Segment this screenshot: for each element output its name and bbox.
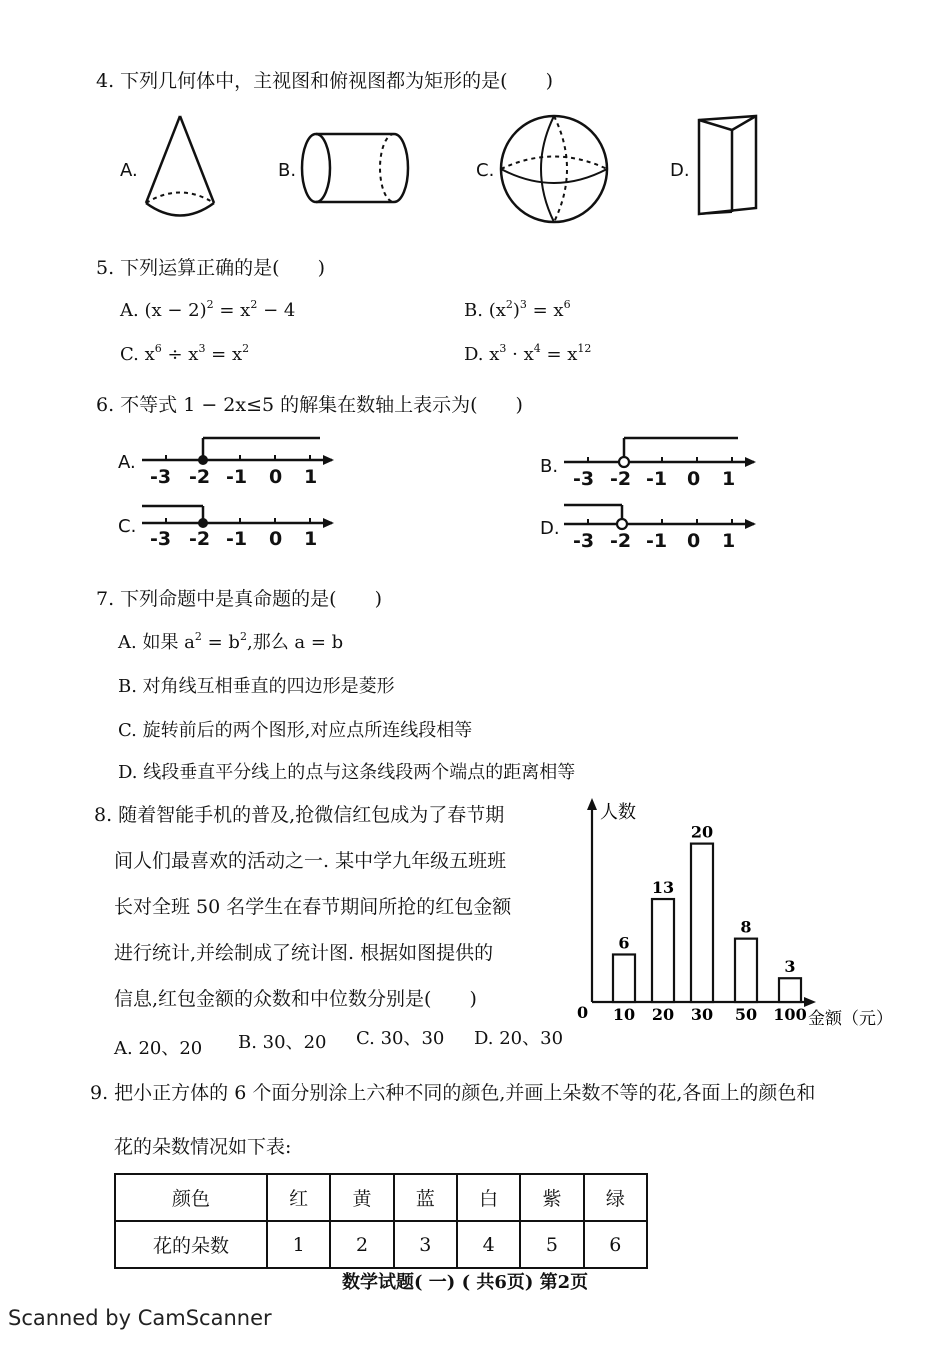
q7-stem: 7. 下列命题中是真命题的是( ): [96, 588, 382, 610]
bar-10: [613, 954, 635, 1002]
q7-option-d: D. 线段垂直平分线上的点与这条线段两个端点的距离相等: [118, 762, 576, 783]
q8-option-b: B. 30、20: [238, 1032, 327, 1053]
bar-value-label: 20: [690, 822, 714, 842]
nlc-tick-0: 0: [269, 528, 283, 550]
q6-option-c-label: C.: [118, 516, 137, 537]
q8-option-a: A. 20、20: [114, 1038, 203, 1059]
bar-value-label: 6: [618, 933, 630, 953]
number-line-a: [140, 432, 340, 466]
table-cell: 花的朵数: [115, 1221, 267, 1268]
q4-option-a-label: A.: [120, 160, 138, 181]
nla-tick-m1: -1: [226, 466, 248, 488]
nld-tick-m1: -1: [646, 530, 668, 552]
bar-100: [779, 978, 801, 1002]
q7-option-b: B. 对角线互相垂直的四边形是菱形: [118, 676, 395, 697]
q7-option-a: A. 如果 $a^2 = b^2$,那么 a = b: [118, 630, 344, 653]
page-footer: 数学试题( 一) ( 共6页) 第2页: [342, 1272, 589, 1293]
nlc-tick-m3: -3: [150, 528, 172, 550]
number-line-d: [562, 500, 762, 530]
table-cell: 白: [457, 1174, 520, 1221]
table-cell: 黄: [330, 1174, 393, 1221]
number-line-b: [562, 432, 762, 466]
q5-option-b: B. $(x^2)^3 = x^6$: [464, 298, 571, 321]
q4-option-c-label: C.: [476, 160, 495, 181]
nlc-tick-m1: -1: [226, 528, 248, 550]
q5-option-d: D. $x^3 \cdot x^4 = x^{12}$: [464, 342, 592, 365]
table-cell: 红: [267, 1174, 330, 1221]
x-tick-label: 10: [612, 1005, 636, 1024]
q4-option-b-label: B.: [278, 160, 297, 181]
table-cell: 颜色: [115, 1174, 267, 1221]
table-row: [115, 1174, 647, 1221]
q5-stem: 5. 下列运算正确的是( ): [96, 257, 325, 279]
cone-figure: [140, 110, 220, 225]
bar-value-label: 13: [651, 878, 675, 898]
q6-option-d-label: D.: [540, 518, 560, 539]
x-tick-label: 100: [773, 1005, 807, 1024]
bar-30: [691, 844, 713, 1002]
x-axis-label: 金额（元）: [808, 1009, 893, 1029]
bar-value-label: 3: [784, 957, 796, 977]
q4-stem: 4. 下列几何体中，主视图和俯视图都为矩形的是( ): [96, 70, 553, 92]
table-cell: 蓝: [394, 1174, 457, 1221]
table-cell: 1: [267, 1221, 330, 1268]
cylinder-figure: [296, 128, 416, 208]
q8-line-2: 间人们最喜欢的活动之一. 某中学九年级五班班: [114, 850, 507, 872]
q8-line-5: 信息,红包金额的众数和中位数分别是( ): [114, 988, 477, 1010]
q8-option-d: D. 20、30: [474, 1028, 564, 1049]
q5-option-c: C. $x^6 \div x^3 = x^2$: [120, 342, 250, 365]
q7-option-c: C. 旋转前后的两个图形,对应点所连线段相等: [118, 720, 473, 741]
table-cell: 5: [520, 1221, 583, 1268]
nld-tick-m2: -2: [610, 530, 632, 552]
nlb-tick-m1: -1: [646, 468, 668, 490]
nlb-tick-1: 1: [722, 468, 736, 490]
nlb-tick-m2: -2: [610, 468, 632, 490]
table-cell: 紫: [520, 1174, 583, 1221]
q8-option-c: C. 30、30: [356, 1028, 445, 1049]
y-axis-arrow: [587, 798, 597, 810]
table-cell: 3: [394, 1221, 457, 1268]
bar-50: [735, 939, 757, 1002]
q8-line-4: 进行统计,并绘制成了统计图. 根据如图提供的: [114, 942, 494, 964]
q8-line-1: 8. 随着智能手机的普及,抢微信红包成为了春节期: [94, 804, 505, 826]
table-cell: 绿: [584, 1174, 647, 1221]
origin-label: 0: [577, 1003, 589, 1022]
q9-line-2: 花的朵数情况如下表:: [114, 1136, 292, 1158]
nld-tick-m3: -3: [573, 530, 595, 552]
q8-line-3: 长对全班 50 名学生在春节期间所抢的红包金额: [114, 896, 512, 918]
nla-tick-m3: -3: [150, 466, 172, 488]
nld-tick-0: 0: [687, 530, 701, 552]
bar-20: [652, 899, 674, 1002]
bar-value-label: 8: [740, 917, 752, 937]
table-cell: 4: [457, 1221, 520, 1268]
red-envelope-bar-chart: [560, 790, 900, 1040]
x-tick-label: 30: [690, 1005, 714, 1024]
nla-tick-1: 1: [304, 466, 318, 488]
nlc-tick-m2: -2: [189, 528, 211, 550]
x-tick-label: 20: [651, 1005, 675, 1024]
triangular-prism-figure: [696, 112, 762, 222]
q5-option-a: A. $(x - 2)^2 = x^2 - 4$: [120, 298, 296, 321]
nla-tick-m2: -2: [189, 466, 211, 488]
q6-option-a-label: A.: [118, 452, 136, 473]
q4-option-d-label: D.: [670, 160, 690, 181]
nld-tick-1: 1: [722, 530, 736, 552]
color-flower-table: [114, 1173, 648, 1269]
table-row: [115, 1221, 647, 1268]
q9-line-1: 9. 把小正方体的 6 个面分别涂上六种不同的颜色,并画上朵数不等的花,各面上的颜色和: [90, 1082, 816, 1104]
q6-stem: 6. 不等式 1 − 2x≤5 的解集在数轴上表示为( ): [96, 394, 523, 416]
x-tick-label: 50: [734, 1005, 758, 1024]
nlc-tick-1: 1: [304, 528, 318, 550]
table-cell: 2: [330, 1221, 393, 1268]
sphere-figure: [498, 112, 610, 226]
table-cell: 6: [584, 1221, 647, 1268]
y-axis-label: 人数: [600, 802, 636, 823]
q6-option-b-label: B.: [540, 456, 559, 477]
nla-tick-0: 0: [269, 466, 283, 488]
nlb-tick-0: 0: [687, 468, 701, 490]
bars-group: [613, 823, 807, 1024]
number-line-c: [140, 500, 340, 530]
camscanner-watermark: Scanned by CamScanner: [8, 1306, 272, 1330]
nlb-tick-m3: -3: [573, 468, 595, 490]
